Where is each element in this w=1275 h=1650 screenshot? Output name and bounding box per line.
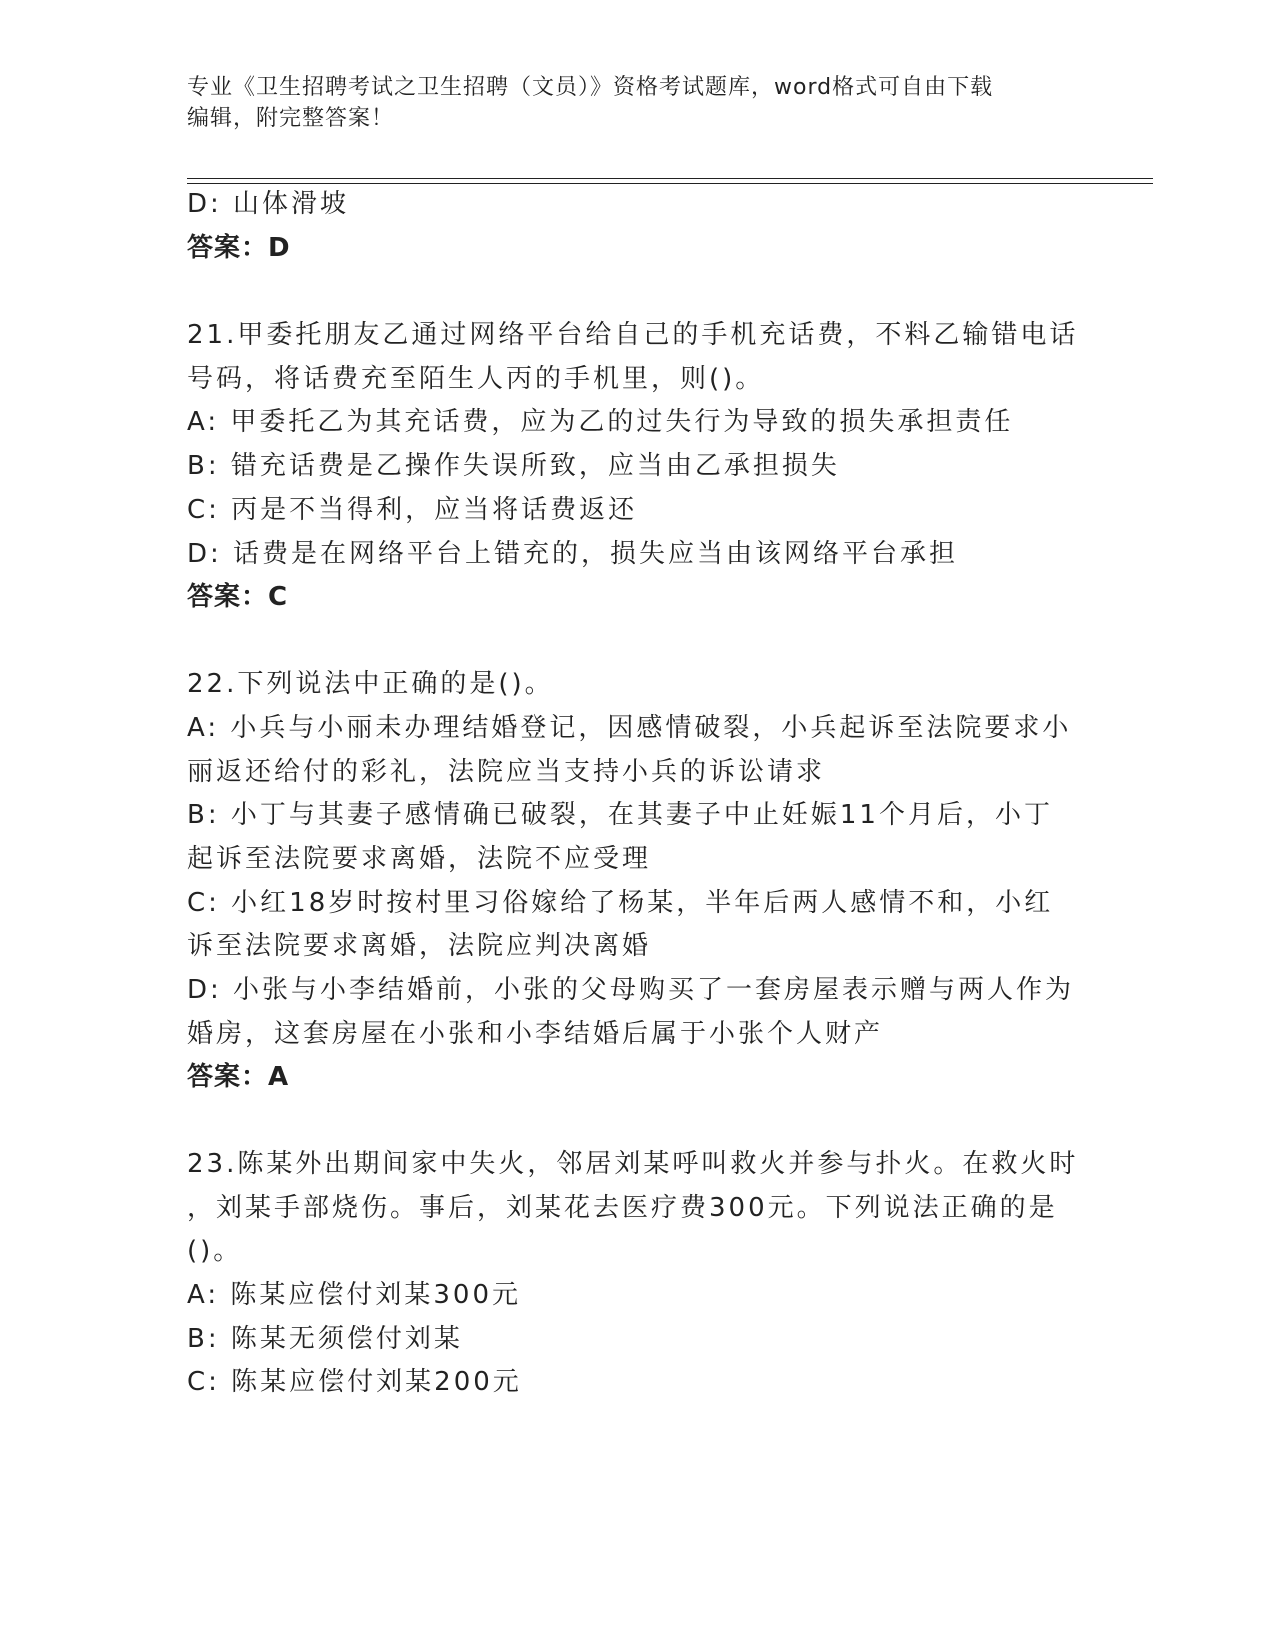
q23-option-c: C: 陈某应偿付刘某200元	[187, 1367, 522, 1397]
q22-option-c-line-2: 诉至法院要求离婚，法院应判决离婚	[187, 931, 652, 961]
q23-option-a: A: 陈某应偿付刘某300元	[187, 1280, 521, 1310]
q22-stem: 22.下列说法中正确的是()。	[187, 669, 554, 699]
q22-option-d-line-1: D: 小张与小李结婚前，小张的父母购买了一套房屋表示赠与两人作为	[187, 975, 1075, 1005]
prev-option-d: D: 山体滑坡	[187, 189, 350, 219]
q21-option-a: A: 甲委托乙为其充话费，应为乙的过失行为导致的损失承担责任	[187, 407, 1014, 437]
q23-option-b: B: 陈某无须偿付刘某	[187, 1324, 463, 1354]
q21-option-c: C: 丙是不当得利，应当将话费返还	[187, 495, 638, 525]
q22-option-d-line-2: 婚房，这套房屋在小张和小李结婚后属于小张个人财产	[187, 1019, 884, 1049]
page-header	[187, 72, 1087, 134]
q23-stem-line-2: ，刘某手部烧伤。事后，刘某花去医疗费300元。下列说法正确的是	[187, 1193, 1058, 1223]
q22-option-b-line-2: 起诉至法院要求离婚，法院不应受理	[187, 844, 652, 874]
q22-option-a-line-2: 丽返还给付的彩礼，法院应当支持小兵的诉讼请求	[187, 757, 826, 787]
q21-option-d: D: 话费是在网络平台上错充的，损失应当由该网络平台承担	[187, 539, 959, 569]
q21-option-b: B: 错充话费是乙操作失误所致，应当由乙承担损失	[187, 451, 840, 481]
prev-answer: 答案：D	[187, 233, 291, 263]
q23-stem-line-1: 23.陈某外出期间家中失火，邻居刘某呼叫救火并参与扑火。在救火时	[187, 1149, 1079, 1179]
header-line-2: 编辑，附完整答案！	[187, 106, 395, 131]
q21-stem-line-1: 21.甲委托朋友乙通过网络平台给自己的手机充话费，不料乙输错电话	[187, 320, 1079, 350]
q22-option-a-line-1: A: 小兵与小丽未办理结婚登记，因感情破裂，小兵起诉至法院要求小	[187, 713, 1072, 743]
q22-option-c-line-1: C: 小红18岁时按村里习俗嫁给了杨某，半年后两人感情不和，小红	[187, 888, 1054, 918]
q21-answer: 答案：C	[187, 582, 289, 612]
q22-answer: 答案：A	[187, 1062, 290, 1092]
q21-stem-line-2: 号码，将话费充至陌生人丙的手机里，则()。	[187, 364, 765, 394]
q23-stem-line-3: ()。	[187, 1236, 243, 1266]
header-rule-top	[187, 178, 1153, 179]
q22-option-b-line-1: B: 小丁与其妻子感情确已破裂，在其妻子中止妊娠11个月后，小丁	[187, 800, 1053, 830]
header-line-1: 专业《卫生招聘考试之卫生招聘（文员）》资格考试题库，word格式可自由下载	[187, 75, 994, 100]
